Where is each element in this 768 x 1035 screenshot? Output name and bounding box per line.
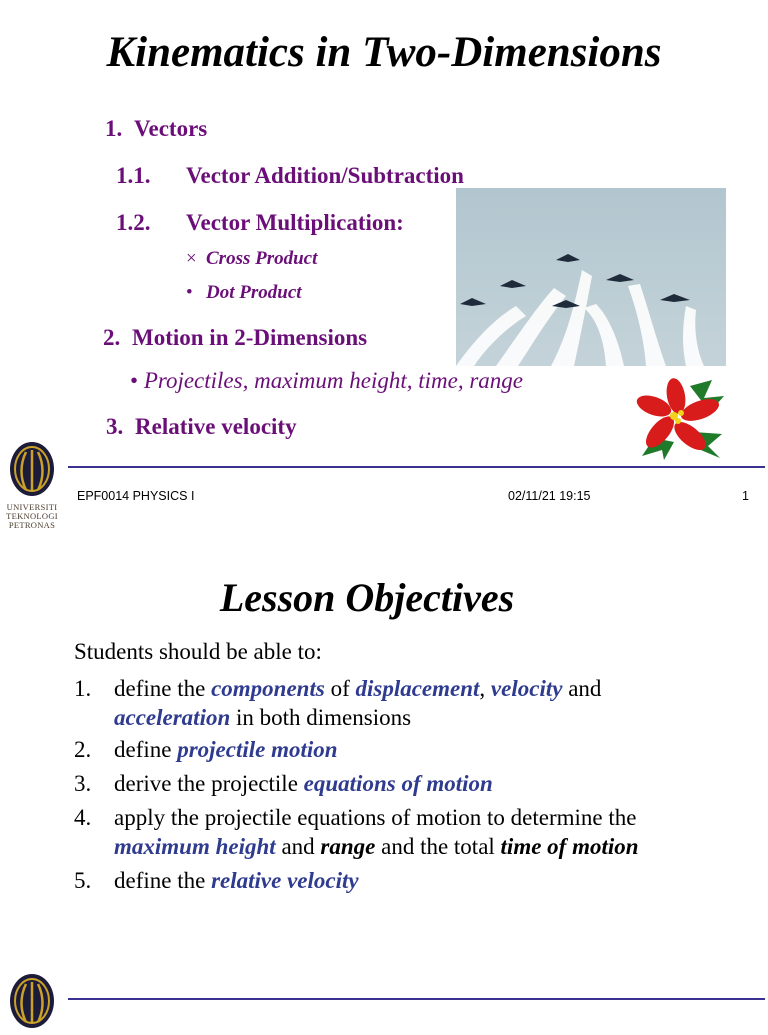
objective-item: 4. apply the projectile equations of motion to determine the maximum height and range and the total time of motion (74, 805, 639, 859)
sub-item-cross-product: × Cross Product (186, 248, 318, 269)
footer-page-number: 1 (742, 489, 749, 503)
list-item-vectors: 1. Vectors (105, 116, 208, 141)
poinsettia-icon (634, 376, 730, 462)
sub-item-projectiles: • Projectiles, maximum height, time, range (130, 368, 524, 393)
jet-formation-photo (456, 188, 726, 366)
objectives-lead: Students should be able to: (74, 639, 322, 664)
university-logo-text: UNIVERSITI TEKNOLOGI PETRONAS (6, 502, 58, 530)
objective-item: 3. derive the projectile equations of motion (74, 771, 493, 796)
slide-title: Kinematics in Two-Dimensions (106, 29, 662, 76)
slide-2 (0, 512, 768, 1024)
footer-divider (68, 998, 765, 1000)
list-item-motion-2d: 2. Motion in 2-Dimensions (103, 325, 368, 350)
footer-course: EPF0014 PHYSICS I (77, 489, 195, 503)
university-logo (6, 972, 58, 1035)
slide-title: Lesson Objectives (219, 575, 515, 620)
sub-item-dot-product: • Dot Product (186, 282, 302, 303)
objective-item: 5. define the relative velocity (74, 868, 359, 893)
utp-logo-icon (6, 440, 58, 498)
objective-item: 1. define the components of displacement, velocity and acceleration in both dimensions (74, 676, 602, 730)
bullet-icon: • (130, 368, 139, 393)
poinsettia-clipart (634, 376, 730, 462)
footer-datetime: 02/11/21 19:15 (508, 489, 591, 503)
list-item-vector-addition: 1.1. Vector Addition/Subtraction (116, 163, 464, 188)
list-item-vector-multiplication: 1.2. Vector Multiplication: (116, 210, 404, 235)
bullet-icon: • (186, 282, 193, 303)
footer-divider (68, 466, 765, 468)
utp-logo-icon (6, 972, 58, 1030)
cross-marker-icon: × (186, 248, 197, 269)
list-item-relative-velocity: 3. Relative velocity (106, 414, 297, 439)
objective-item: 2. define projectile motion (74, 737, 338, 762)
jet-formation-graphic (456, 188, 726, 366)
